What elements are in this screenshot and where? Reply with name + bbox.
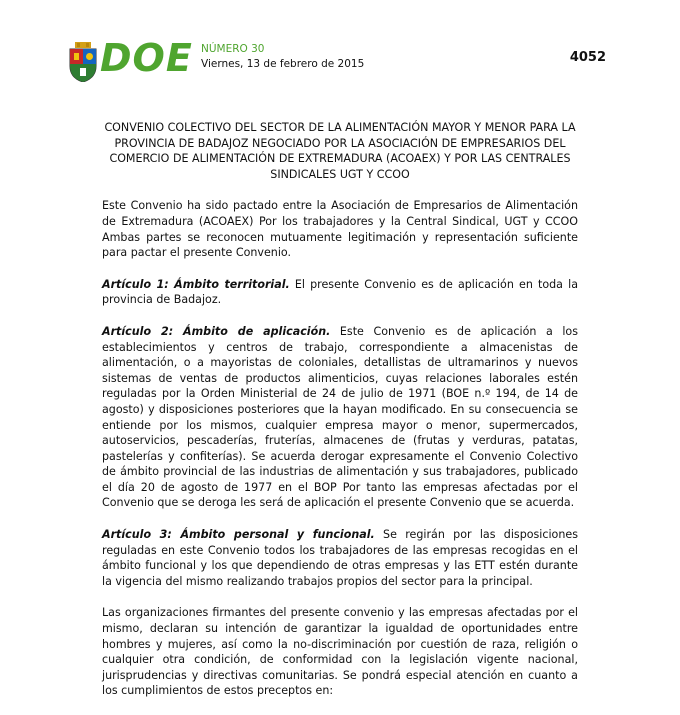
intro-paragraph: Este Convenio ha sido pactado entre la Asociación de Empresarios de Alimentación de Extremadura (ACOAEX) Por los trabajadores y la Central Sindical, UGT y CCOO Ambas partes se reconocen mutuamente legitimación y representación suficiente para pactar el presente Convenio. [102,199,578,260]
article-2-heading: Artículo 2: Ámbito de aplicación. [102,324,331,338]
article-2 [102,324,578,511]
closing-paragraph: Las organizaciones firmantes del presente convenio y las empresas afectadas por el mismo, declaran su intención de garantizar la igualdad de oportunidades entre hombres y mujeres, así como la no-discriminación por cuestión de raza, religión o cualquier otra condición, de conformidad con la legislación vigente nacional, jurisprudencias y directivas comunitarias. Se pondrá especial atención en cuanto a los cumplimientos de estos preceptos en: [102,606,578,698]
article-1-text: El presente Convenio es de aplicación en toda la provincia de Badajoz. [102,277,578,307]
article-3 [102,527,578,589]
article-3-text: Se regirán por las disposiciones reguladas en este Convenio todos los trabajadores de las empresas recogidas en el ámbito funcional y los que dependiendo de otras empresas y las ETT estén durante la vigencia del mismo realizando trabajos propios del sector para la principal. [102,528,578,588]
issue-number: NÚMERO 30 [201,43,265,55]
coat-of-arms-icon [68,42,98,82]
article-3-heading: Artículo 3: Ámbito personal y funcional. [102,528,375,542]
article-1 [102,277,578,308]
doe-logo: DOE [100,36,193,80]
document-title: CONVENIO COLECTIVO DEL SECTOR DE LA ALIMENTACIÓN MAYOR Y MENOR PARA LA PROVINCIA DE BADAJOZ NEGOCIADO POR LA ASOCIACIÓN DE EMPRESARIOS DEL COMERCIO DE ALIMENTACIÓN DE EXTREMADURA (ACOAEX) Y POR LAS CENTRALES SINDICALES UGT Y CCOO [104,121,576,181]
article-1-heading: Artículo 1: Ámbito territorial. [102,277,290,291]
page-number: 4052 [569,50,606,65]
page-header [0,0,680,95]
issue-date: Viernes, 13 de febrero de 2015 [201,58,365,70]
document-body [102,120,578,715]
article-2-text: Este Convenio es de aplicación a los establecimientos y centros de trabajo, correspondiente a almacenistas de alimentación, o a mayoristas de coloniales, detallistas de ultramarinos y nuevos sistemas de ventas de productos alimenticios, cuyas relaciones laborales estén reguladas por la Orden Ministerial de 24 de julio de 1971 (BOE n.º 194, de 14 de agosto) y disposiciones posteriores que la hayan modificado. En su consecuencia se entiende por los mismos, cualquier empresa mayor o menor, supermercados, autoservicios, pescaderías, fruterías, almacenes de (frutas y verduras, patatas, pastelerías y confiterías). Se acuerda derogar expresamente el Convenio Colectivo de ámbito provincial de las industrias de alimentación y sus trabajadores, publicado el día 20 de agosto de 1977 en el BOP Por tanto las empresas afectadas por el Convenio que se deroga les será de aplicación el presente Convenio que se acuerda. [102,324,578,510]
